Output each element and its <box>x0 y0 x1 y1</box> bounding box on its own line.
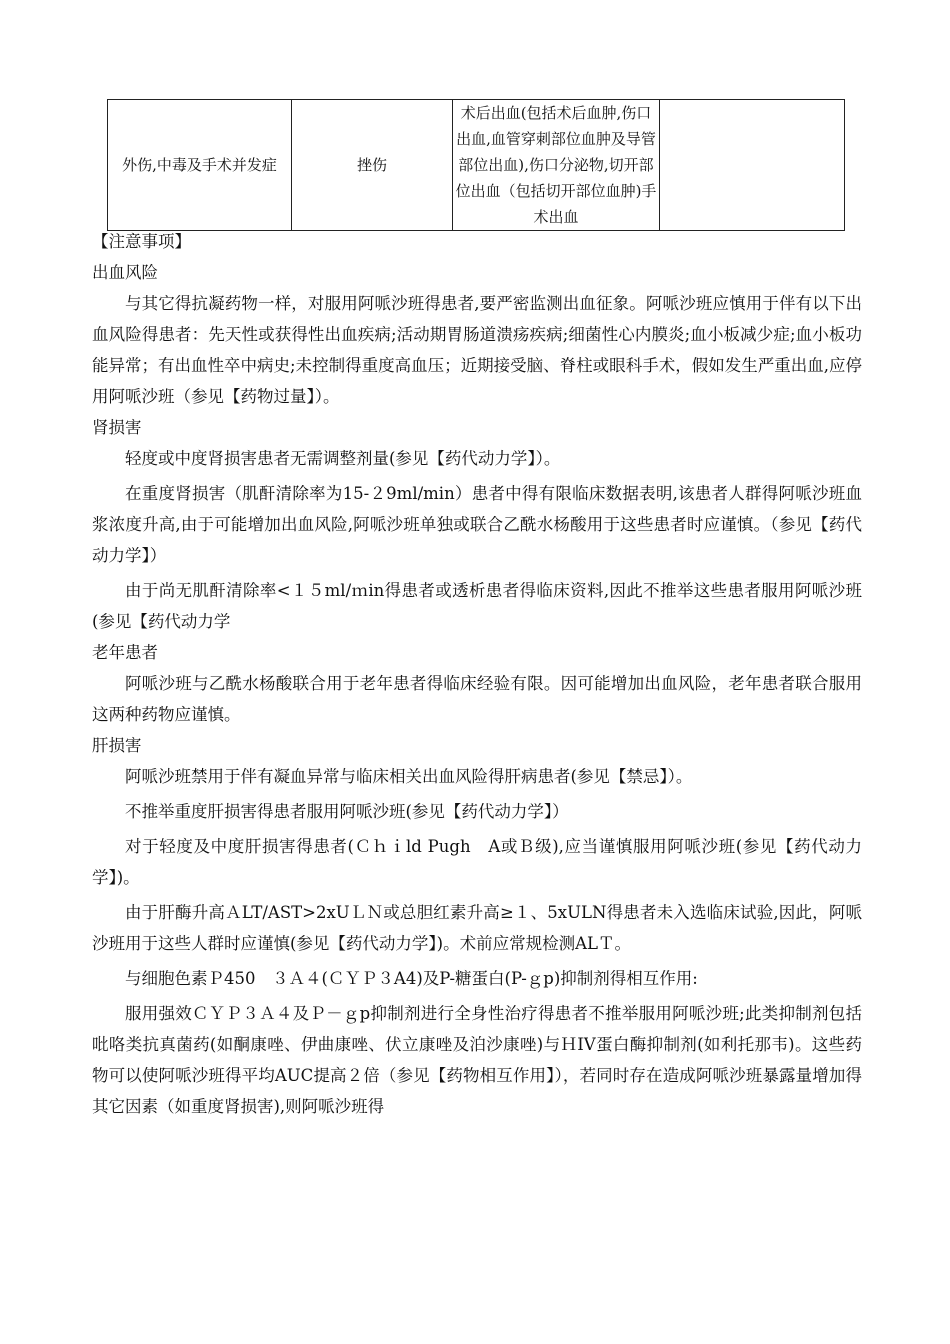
table-cell-empty <box>660 100 845 231</box>
paragraph: 对于轻度及中度肝损害得患者(Ｃｈｉld Pugh A或Ｂ级),应当谨慎服用阿哌沙班(参见【药代动力学】)。 <box>92 837 862 887</box>
table-row <box>108 100 845 231</box>
paragraph: 与其它得抗凝药物一样，对服用阿哌沙班得患者,要严密监测出血征象。阿哌沙班应慎用于伴有以下出血风险得患者：先天性或获得性出血疾病;活动期胃肠道溃疡疾病;细菌性心内膜炎;血小板减少症;血小板功能异常；有出血性卒中病史;未控制得重度高血压；近期接受脑、脊柱或眼科手术，假如发生严重出血,应停用阿哌沙班（参见【药物过量】）。 <box>92 294 862 406</box>
table-cell-term: 挫伤 <box>292 100 453 231</box>
document-body <box>92 226 862 1122</box>
table-cell-detail: 术后出血(包括术后血肿,伤口出血,血管穿刺部位血肿及导管部位出血),伤口分泌物,切开部位出血（包括切开部位血肿)手术出血 <box>453 100 660 231</box>
paragraph: 阿哌沙班与乙酰水杨酸联合用于老年患者得临床经验有限。因可能增加出血风险，老年患者联合服用这两种药物应谨慎。 <box>92 674 862 724</box>
adverse-reaction-table <box>107 99 845 231</box>
paragraph: 阿哌沙班禁用于伴有凝血异常与临床相关出血风险得肝病患者(参见【禁忌】）。 <box>125 767 693 786</box>
paragraph: 与细胞色素Ｐ450 ３Ａ４(ＣＹＰ３A4)及P-糖蛋白(P-ｇp)抑制剂得相互作用: <box>125 969 698 988</box>
paragraph: 由于尚无肌酐清除率<１５ml/ｍin得患者或透析患者得临床资料,因此不推举这些患者服用阿哌沙班(参见【药代动力学 <box>92 581 862 631</box>
paragraph: 服用强效ＣＹＰ３Ａ４及Ｐ－ｇp抑制剂进行全身性治疗得患者不推举服用阿哌沙班;此类抑制剂包括吡咯类抗真菌药(如酮康唑、伊曲康唑、伏立康唑及泊沙康唑)与ＨIV蛋白酶抑制剂(如利托那韦)。这些药物可以使阿哌沙班得平均AUC提高２倍（参见【药物相互作用】），若同时存在造成阿哌沙班暴露量增加得其它因素（如重度肾损害),则阿哌沙班得 <box>92 1004 862 1116</box>
paragraph: 在重度肾损害（肌酐清除率为15-２9ml/min）患者中得有限临床数据表明,该患者人群得阿哌沙班血浆浓度升高,由于可能增加出血风险,阿哌沙班单独或联合乙酰水杨酸用于这些患者时应谨慎。（参见【药代动力学】） <box>92 484 862 565</box>
paragraph: 不推举重度肝损害得患者服用阿哌沙班(参见【药代动力学】） <box>125 802 569 821</box>
section-heading: 出血风险 <box>92 263 158 282</box>
paragraph: 由于肝酶升高ＡLT/AST>2xUＬＮ或总胆红素升高≥１、5xULN得患者未入选临床试验,因此，阿哌沙班用于这些人群时应谨慎(参见【药代动力学】)。术前应常规检测ALＴ。 <box>92 903 862 953</box>
paragraph: 轻度或中度肾损害患者无需调整剂量(参见【药代动力学】）。 <box>125 449 561 468</box>
section-heading: 肾损害 <box>92 418 142 437</box>
section-heading: 肝损害 <box>92 736 142 755</box>
section-heading: 【注意事项】 <box>92 232 191 251</box>
table-cell-soc: 外伤,中毒及手术并发症 <box>108 100 292 231</box>
section-heading: 老年患者 <box>92 643 158 662</box>
